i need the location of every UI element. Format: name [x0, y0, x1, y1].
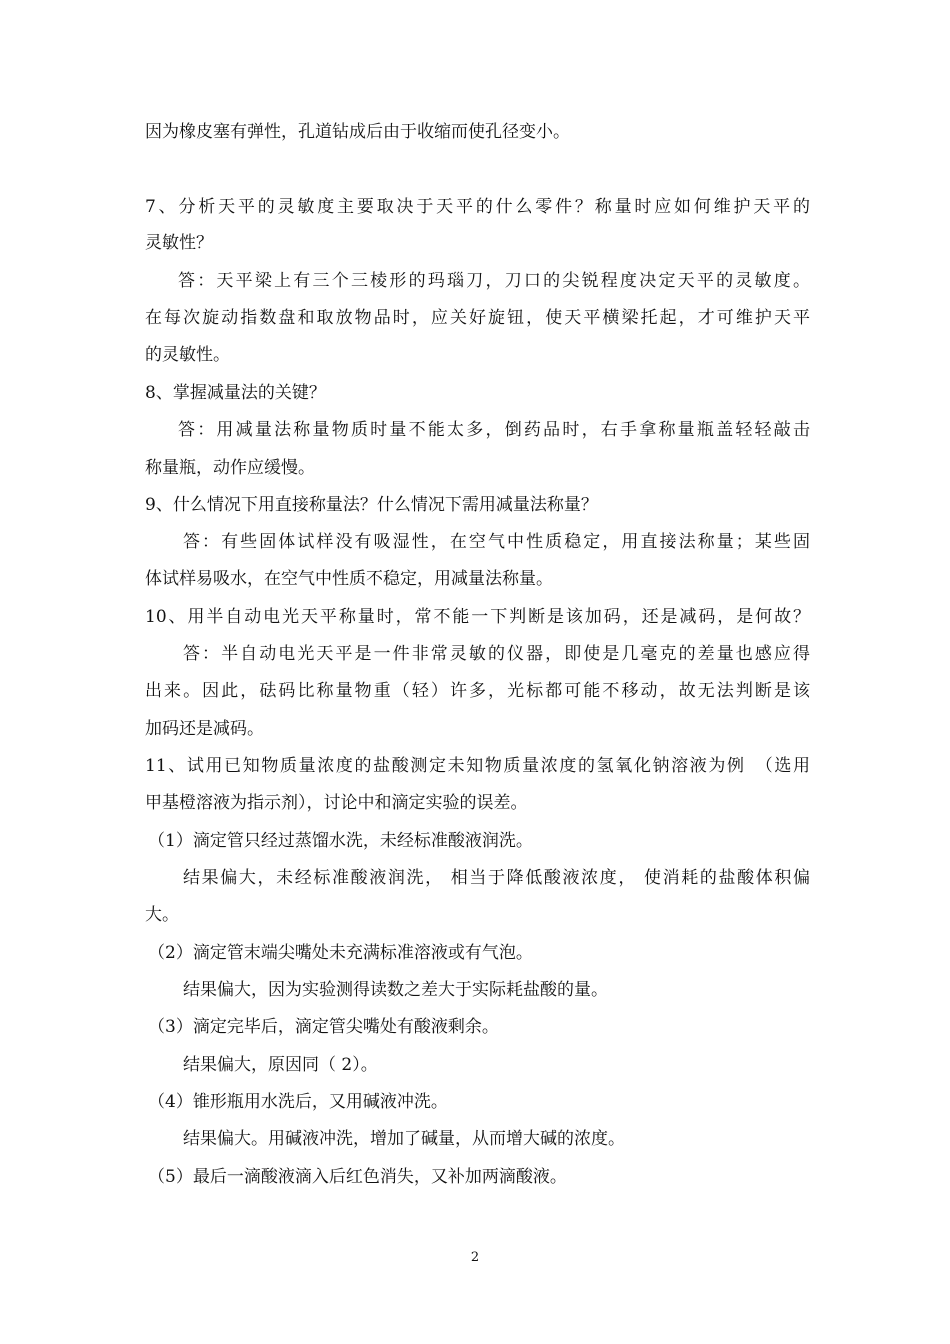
answer-8: 答：用减量法称量物质时量不能太多，倒药品时，右手拿称量瓶盖轻轻敲击: [178, 420, 810, 440]
answer-7: 答：天平梁上有三个三棱形的玛瑙刀，刀口的尖锐程度决定天平的灵敏度。: [178, 271, 810, 291]
result-3: 结果偏大，原因同（ 2）。: [183, 1055, 378, 1075]
text-line: 加码还是减码。: [145, 719, 264, 739]
question-9: 9、什么情况下用直接称量法？什么情况下需用减量法称量？: [145, 495, 598, 515]
subitem-5: （5）最后一滴酸液滴入后红色消失，又补加两滴酸液。: [148, 1167, 567, 1187]
text-line: 灵敏性？: [145, 233, 213, 253]
question-8: 8、掌握减量法的关键？: [145, 383, 326, 403]
answer-9: 答：有些固体试样没有吸湿性，在空气中性质稳定，用直接法称量；某些固: [183, 532, 810, 552]
question-11: 11、试用已知物质量浓度的盐酸测定未知物质量浓度的氢氧化钠溶液为例 （选用: [145, 756, 810, 776]
text-line: 甲基橙溶液为指示剂），讨论中和滴定实验的误差。: [145, 793, 528, 813]
question-7: 7、分析天平的灵敏度主要取决于天平的什么零件？称量时应如何维护天平的: [145, 197, 810, 217]
page-number: 2: [470, 1250, 480, 1265]
text-line: 称量瓶，动作应缓慢。: [145, 458, 315, 478]
result-4: 结果偏大。用碱液冲洗，增加了碱量，从而增大碱的浓度。: [183, 1129, 625, 1149]
text-line: 体试样易吸水，在空气中性质不稳定，用减量法称量。: [145, 569, 553, 589]
subitem-4: （4）锥形瓶用水洗后，又用碱液冲洗。: [148, 1092, 448, 1112]
subitem-1: （1）滴定管只经过蒸馏水洗，未经标准酸液润洗。: [148, 831, 533, 851]
question-10: 10、用半自动电光天平称量时，常不能一下判断是该加码，还是减码，是何故？: [145, 607, 810, 627]
text-line: 大。: [145, 905, 179, 925]
text-line: 因为橡皮塞有弹性，孔道钻成后由于收缩而使孔径变小。: [145, 122, 570, 142]
subitem-2: （2）滴定管末端尖嘴处未充满标准溶液或有气泡。: [148, 943, 533, 963]
text-line: 在每次旋动指数盘和取放物品时，应关好旋钮，使天平横梁托起，才可维护天平: [145, 308, 810, 328]
text-line: 的灵敏性。: [145, 345, 230, 365]
subitem-3: （3）滴定完毕后，滴定管尖嘴处有酸液剩余。: [148, 1017, 499, 1037]
text-line: 出来。因此，砝码比称量物重（轻）许多，光标都可能不移动，故无法判断是该: [145, 681, 810, 701]
result-2: 结果偏大，因为实验测得读数之差大于实际耗盐酸的量。: [183, 980, 608, 1000]
answer-10: 答：半自动电光天平是一件非常灵敏的仪器，即使是几毫克的差量也感应得: [183, 644, 810, 664]
result-1: 结果偏大，未经标准酸液润洗， 相当于降低酸液浓度， 使消耗的盐酸体积偏: [183, 868, 810, 888]
